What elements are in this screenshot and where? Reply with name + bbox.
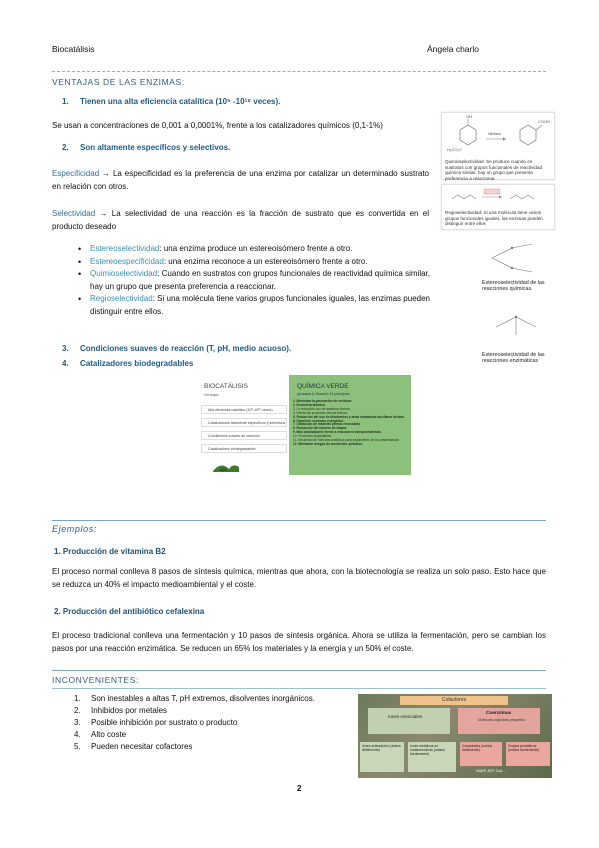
item-number: 4. [74,730,81,739]
ventaja-3-text: Condiciones suaves de reacción (T, pH, medio acuoso). [80,344,292,353]
ventaja-2-text: Son altamente específicos y selectivos. [80,143,231,152]
item-text: Inhibidos por metales [91,706,168,715]
selectividad-bullet-list [90,243,430,318]
inconveniente-item [74,741,354,753]
quimica-verde-panel [289,375,411,475]
cosustratos-box: Cosustratos (unidos débilmente) [460,742,502,766]
principle-item: 5. Reducción del uso de disolventes y otras sustancias auxiliares tóxicas. [293,414,405,419]
cofactores-title: Cofactores [400,696,508,705]
item-text: Pueden necesitar cofactores [91,742,193,751]
fig2-caption: Regioselectividad: Si una molécula tiene varios grupos funcionales iguales, las enzimas pueden distinguir entre ellos [445,210,543,227]
fig1-caption: Quimioselectividad: Se produce cuando en sustratos con grupos funcionales de reactividad química similar, hay un grupo que presenta preferencia a reaccionar. [445,159,543,181]
figure-quimioselectividad [441,112,555,180]
ventaja-3-number: 3. [62,344,69,353]
fig1-arrow-label: Nitrilasa [488,132,501,136]
cofactores-examples: NADP, ATP, CoA... [476,769,506,773]
inconvenientes-list [74,693,354,753]
item-text: Posible inhibición por sustrato o producto [91,718,238,727]
principle-item: 6. Disminuir consumo energético . [293,418,346,423]
coenzimas-sublabel: Moléculas orgánicas pequeñas [478,718,525,722]
bullet-estereoselectividad [90,243,430,256]
bullet-text: : una enzima reconoce a un estereoisómero frente a otro. [163,256,368,266]
coenzimas-label: Coenzimas [486,711,512,716]
enzymatic-stereoselectivity-diagram [482,305,554,345]
ventaja-4-number: 4. [62,359,69,368]
ventaja-1-text: Tienen una alta eficiencia catalítica (10⁵ -10¹⁸ veces). [80,97,281,106]
selectividad-term: Selectividad [52,209,96,218]
bullet-text: : Cuando en sustratos con grupos funcionales de reactividad química similar, hay un grupo que presenta preferencia a reaccionar. [90,269,430,291]
iones-esenciales-label: Iones esenciales [388,714,423,719]
ejemplo-2-text: El proceso tradicional conlleva una fermentación y 10 pasos de síntesis orgánica. Ahora se utiliza la fermentación, pero se cambian los pasos por una reacción enzimática. Se reducen un 65% los materiales y la energía y un 50% el coste. [52,631,546,653]
bullet-term: Quimioselectividad [90,269,158,278]
inconveniente-item [74,693,354,705]
header-doc-title: Biocatálisis [52,44,95,54]
ejemplo-1-title: 1. Producción de vitamina B2 [54,547,166,556]
principle-item: 12. Minimizar riesgos de accidentes químicos. [293,441,363,446]
principle-item: 2. Economía atómica. [293,402,326,407]
figure-regioselectividad [441,184,555,230]
principle-item: 4. Diseño de productos menos tóxicos. [293,410,348,415]
figure-estereoselectividad-quimica [482,238,554,298]
bullet-term: Estereoespecificidad [90,256,164,266]
page-number: 2 [297,784,302,793]
bullet-estereoespecificidad [90,256,430,269]
inconveniente-item [74,729,354,741]
biocatalisis-item: Catalizadores altamente específicos y selectivos [201,418,287,427]
principle-item: 8. Reducción del número de etapas [293,426,347,431]
figure-estereoselectividad-enzimatica [482,305,554,365]
biocatalisis-item: Condiciones suaves de reacción [201,431,287,440]
biocatalisis-panel-title: BIOCATÁLISIS [204,383,248,390]
quimica-verde-subtitle: (Anastas & Warner) 12 principios [297,392,350,396]
principle-item: 7. Utilización de materias primas renovables [293,422,361,427]
fig1-cooh-label: COOH [538,119,550,124]
item-number: 3. [74,718,81,727]
item-number: 5. [74,742,81,751]
bullet-term: Regioselectividad [90,294,153,303]
figure-biocatalisis-quimica-verde [201,375,411,475]
ejemplos-divider-top [52,520,546,521]
quimioselectividad-reaction-diagram [442,113,554,157]
ejemplo-2-title: 2. Producción del antibiótico cefalexina [54,607,205,616]
principles-list [293,400,407,447]
bullet-regioselectividad [90,293,430,318]
plant-illustration [211,459,241,473]
inconveniente-item [74,717,354,729]
especificidad-definition: → La especificidad es la preferencia de una enzima por catalizar un determinado sustrato en relación con otros. [52,169,429,191]
quimica-verde-title: QUÍMICA VERDE [297,383,349,390]
fig4-caption: Estereoselectividad de las reacciones enzimáticas [482,352,545,365]
iones-esenciales-box [368,708,450,734]
coenzimas-box [458,708,540,734]
inconvenientes-divider-bottom [52,688,546,689]
principle-item: 11. Desarrollo de métodos analíticos para seguimiento de la contaminación [293,438,400,443]
header-divider [52,71,546,72]
iones-metalicos-box: Iones metálicos en metaloenzimas (unidos fuertemente) [408,742,456,772]
figure-cofactores [358,694,552,778]
biocatalisis-panel-subtitle: Ventajas [204,393,219,397]
ventaja-1-number: 1. [62,97,69,106]
biocatalisis-panel [201,375,289,475]
section-title-inconvenientes: INCONVENIENTES: [52,675,139,685]
fig3-caption: Estereoselectividad de las reacciones químicas. [482,280,545,293]
item-number: 1. [74,694,81,703]
bullet-quimioselectividad [90,268,430,293]
biocatalisis-item: Alta eficiencia catalítica (10⁵-10¹⁸ veces) [201,405,287,414]
ventaja-2-number: 2. [62,143,69,152]
grupos-prosteticos-box: Grupos prostéticos (unidos fuertemente) [506,742,550,766]
bullet-text: : una enzima produce un estereoisómero frente a otro. [159,244,353,253]
bullet-term: Estereoselectividad [90,244,160,253]
item-number: 2. [74,706,81,715]
ventaja-4-text: Catalizadores biodegradables [80,359,194,368]
selectividad-paragraph [52,208,429,233]
bullet-text: : Si una molécula tiene varios grupos funcionales iguales, las enzimas pueden distinguir entre ellos. [90,294,430,316]
especificidad-term: Especificidad [52,169,100,178]
biocatalisis-item: Catalizadores biodegradables [201,444,287,453]
concentraciones-text: Se usan a concentraciones de 0,001 a 0,0001%, frente a los catalizadores químicos (0,1-1%) [52,121,383,130]
section-title-ejemplos: Ejemplos: [52,524,97,534]
ejemplo-1-text: El proceso normal conlleva 8 pasos de síntesis química, mientras que ahora, con la biotecnología se realiza un solo paso. Esto hace que se reduzca un 40% el impacto medioambiental y el coste. [52,567,546,589]
principle-item: 3. La reducción uso de reactivos tóxicos. [293,406,351,411]
regioselectividad-reaction-diagram [442,185,554,209]
principle-item: 10. Productos degradables [293,434,332,439]
item-text: Alto coste [91,730,127,739]
iones-activadores-box: Iones activadores (unidos débilmente) [360,742,404,772]
principle-item: 1. Minimizar la generación de residuos [293,399,352,403]
item-text: Son inestables a altas T, pH extremos, disolventes inorgánicos. [91,694,315,703]
fig1-oh-label: OH [466,114,472,119]
especificidad-paragraph [52,168,429,193]
section-title-ventajas: VENTAJAS DE LAS ENZIMAS: [52,77,185,87]
fig1-h3co-label: H₃CO₂C [447,147,462,152]
principle-item: 9. Más catalizadores frente a reacciones estequiométricas [293,430,381,435]
inconveniente-item [74,705,354,717]
chemical-stereoselectivity-diagram [482,238,554,278]
inconvenientes-divider-top [52,670,546,671]
header-author: Ángela charlo [427,44,479,54]
selectividad-definition: → La selectividad de una reacción es la fracción de sustrato que es convertida en el producto deseado [52,209,429,231]
